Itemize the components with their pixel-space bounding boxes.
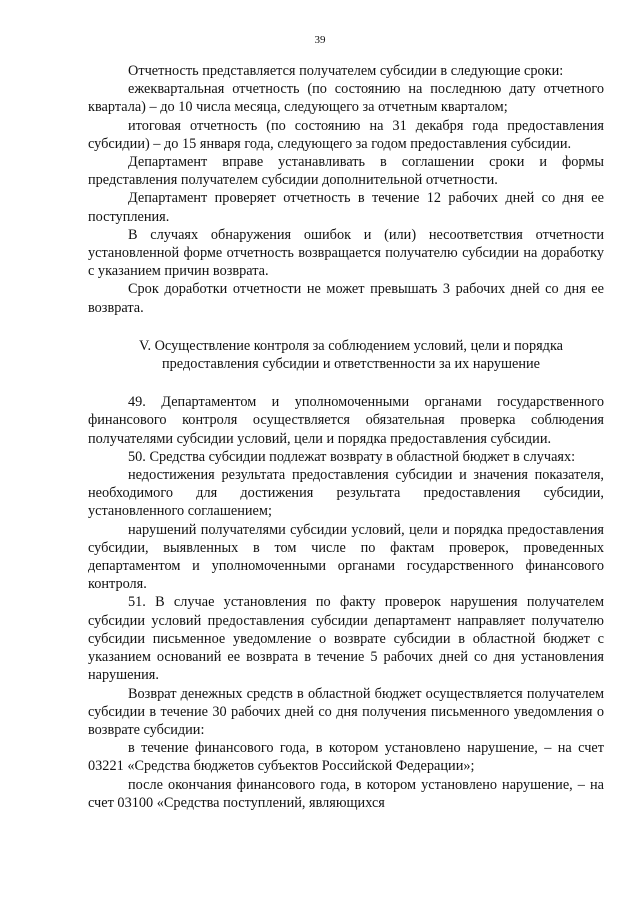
paragraph: Срок доработки отчетности не может превышать 3 рабочих дней со дня ее возврата. [88,281,604,316]
paragraph: нарушений получателями субсидии условий, цели и порядка предоставления субсидии, выявленных в том числе по фактам проверок, проведенных департаментом и уполномоченными органами государственного финансового контроля. [88,521,604,593]
paragraph: В случаях обнаружения ошибок и (или) несоответствия отчетности установленной форме отчетность возвращается получателю субсидии на доработку с указанием причин возврата. [88,226,604,280]
paragraph: Отчетность представляется получателем субсидии в следующие сроки: [128,63,564,79]
section-heading [88,337,604,373]
paragraph: Возврат денежных средств в областной бюджет осуществляется получателем субсидии в течение 30 рабочих дней со дня получения письменного уведомления о возврате субсидии: [88,685,604,738]
page-number: 39 [314,34,326,46]
section-heading-line: предоставления субсидии и ответственности за их нарушение [161,356,541,373]
paragraph: Департамент вправе устанавливать в соглашении сроки и формы представления получателем субсидии дополнительной отчетности. [88,154,604,189]
section-heading-line: V. Осуществление контроля за соблюдением условий, цели и порядка [138,337,564,354]
document-body [88,62,604,812]
paragraph: 49. Департаментом и уполномоченными органами государственного финансового контроля осуществляется обязательная проверка соблюдения получателями субсидии условий, цели и порядка предоставления субсидии. [88,394,604,447]
paragraph: ежеквартальная отчетность (по состоянию на последнюю дату отчетного квартала) – до 10 числа месяца, следующего за отчетным кварталом; [88,81,604,116]
paragraph: 51. В случае установления по факту проверок нарушения получателем субсидии условий предоставления субсидии департамент направляет получателю субсидии письменное уведомление о возврате субсидии в областной бюджет с указанием оснований ее возврата в течение 5 рабочих дней со дня установления нарушения. [88,594,604,684]
paragraph: 50. Средства субсидии подлежат возврату в областной бюджет в случаях: [128,448,576,465]
paragraph: итоговая отчетность (по состоянию на 31 декабря года предоставления субсидии) – до 15 января года, следующего за годом предоставления субсидии. [88,117,604,152]
paragraph: недостижения результата предоставления субсидии и значения показателя, необходимого для достижения результата предоставления субсидии, установленного соглашением; [88,467,604,520]
paragraph: Департамент проверяет отчетность в течение 12 рабочих дней со дня ее поступления. [88,190,604,225]
paragraph: после окончания финансового года, в котором установлено нарушение, – на счет 03100 «Средства поступлений, являющихся [88,776,604,811]
paragraph: в течение финансового года, в котором установлено нарушение, – на счет 03221 «Средства бюджетов субъектов Российской Федерации»; [88,740,604,775]
